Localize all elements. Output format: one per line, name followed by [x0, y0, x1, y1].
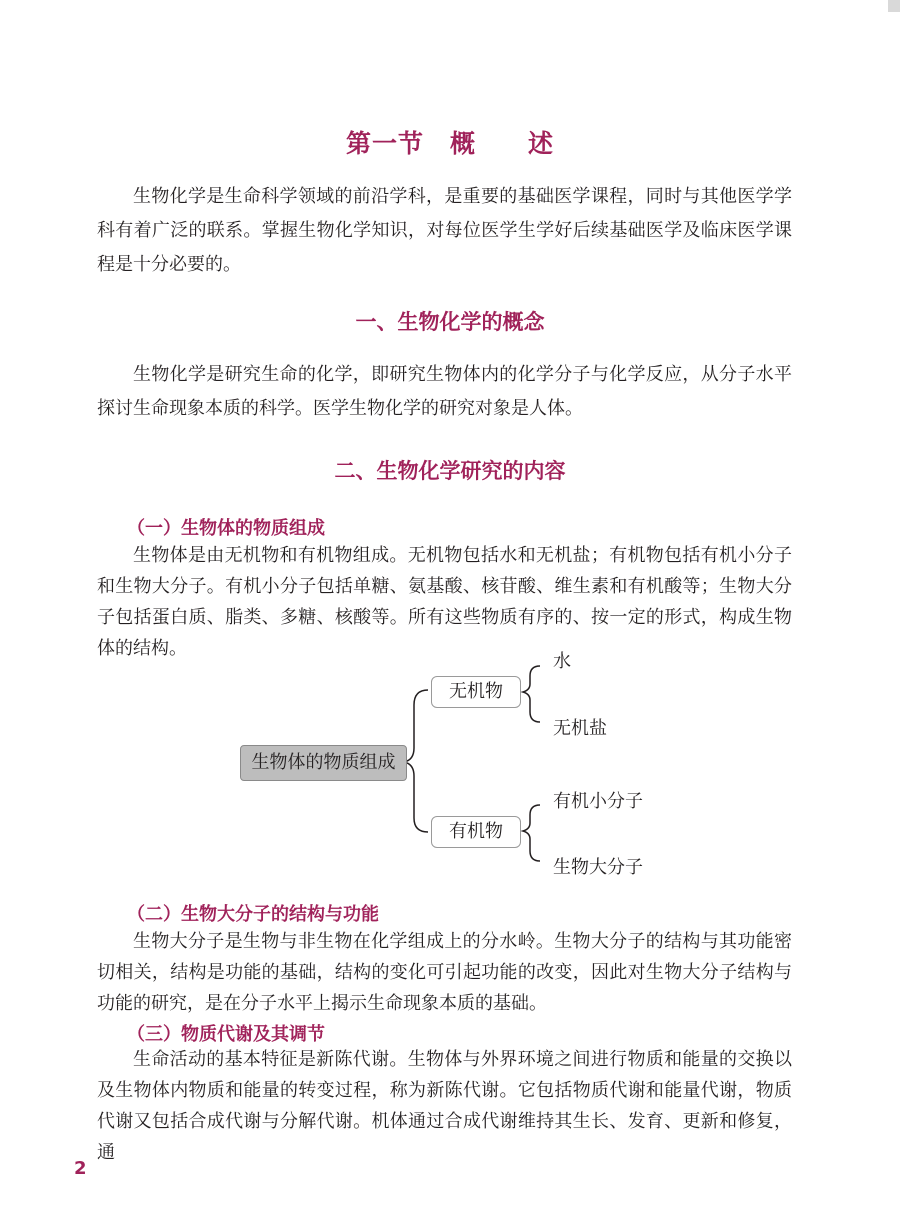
page-number: 2 — [74, 1158, 87, 1179]
subheading-metabolism: （三）物质代谢及其调节 — [127, 1024, 325, 1045]
diagram-leaf-macromolecule: 生物大分子 — [553, 857, 643, 878]
composition-paragraph: 生物体是由无机物和有机物组成。无机物包括水和无机盐；有机物包括有机小分子和生物大分子。有机小分子包括单糖、氨基酸、核苷酸、维生素和有机酸等；生物大分子包括蛋白质、脂类、多糖、核酸等。所有这些物质有序的、按一定的形式，构成生物体的结构。 — [97, 545, 792, 659]
macromolecule-paragraph: 生物大分子是生物与非生物在化学组成上的分水岭。生物大分子的结构与其功能密切相关，结构是功能的基础，结构的变化可引起功能的改变，因此对生物大分子结构与功能的研究，是在分子水平上揭示生命现象本质的基础。 — [97, 931, 792, 1014]
subheading-macromolecule: （二）生物大分子的结构与功能 — [127, 904, 379, 925]
concept-paragraph: 生物化学是研究生命的化学，即研究生物体内的化学分子与化学反应，从分子水平探讨生命现象本质的科学。医学生物化学的研究对象是人体。 — [97, 364, 792, 419]
heading-content: 二、生物化学研究的内容 — [334, 459, 566, 483]
diagram-leaf-water: 水 — [553, 651, 571, 672]
corner-mark — [888, 0, 900, 12]
diagram-root-node: 生物体的物质组成 — [240, 745, 407, 781]
heading-concept: 一、生物化学的概念 — [355, 310, 545, 334]
intro-paragraph: 生物化学是生命科学领域的前沿学科，是重要的基础医学课程，同时与其他医学学科有着广泛的联系。掌握生物化学知识，对每位医学生学好后续基础医学及临床医学课程是十分必要的。 — [97, 186, 792, 275]
section-title: 第一节 概 述 — [345, 129, 554, 158]
diagram-inorganic-node: 无机物 — [431, 676, 521, 708]
diagram-leaf-small-organic: 有机小分子 — [553, 791, 643, 812]
subheading-composition: （一）生物体的物质组成 — [127, 518, 325, 539]
diagram-leaf-inorganic-salt: 无机盐 — [553, 718, 607, 739]
diagram-organic-node: 有机物 — [431, 816, 521, 848]
metabolism-paragraph: 生命活动的基本特征是新陈代谢。生物体与外界环境之间进行物质和能量的交换以及生物体内物质和能量的转变过程，称为新陈代谢。它包括物质代谢和能量代谢，物质代谢又包括合成代谢与分解代谢。机体通过合成代谢维持其生长、发育、更新和修复，通 — [97, 1049, 792, 1163]
